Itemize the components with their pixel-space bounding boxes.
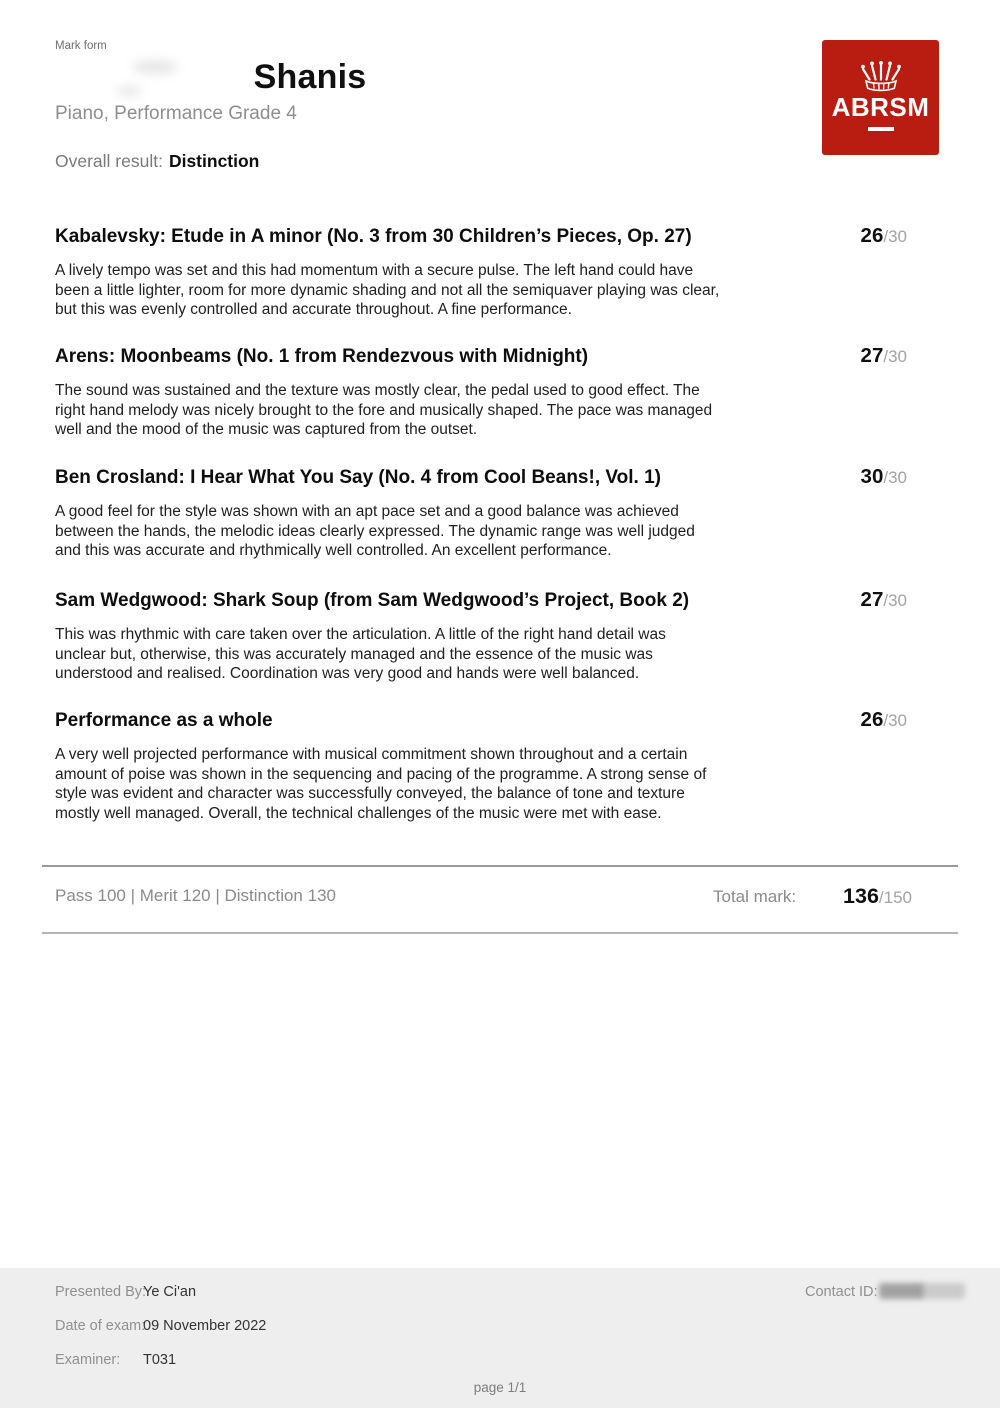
piece-section: [55, 344, 907, 440]
grade-thresholds: Pass 100 | Merit 120 | Distinction 130: [55, 886, 336, 905]
divider-line: [42, 932, 958, 934]
examiner-comment: A good feel for the style was shown with an apt pace set and a good balance was achieved between the hands, the melodic ideas clearly expressed. The dynamic range was well judged and this was accurate and rhythmically well controlled. An excellent performance.: [55, 503, 695, 559]
contact-id-label: Contact ID:: [805, 1284, 878, 1300]
total-mark-value: 136/150: [843, 884, 912, 908]
piece-mark: 30/30: [860, 465, 907, 488]
exam-subject: Piano, Performance Grade 4: [55, 103, 297, 124]
piece-mark: 26/30: [860, 708, 907, 731]
date-of-exam-value: 09 November 2022: [143, 1318, 267, 1334]
presented-by-value: Ye Ci'an: [143, 1284, 197, 1300]
contact-id-redaction: [879, 1283, 965, 1299]
examiner-comment: A very well projected performance with musical commitment shown throughout and a certain amount of poise was shown in the sequencing and pacing of the programme. A strong sense of style was evident and character was successfully conveyed, the balance of tone and texture mostly well managed. Overall, the technical challenges of the music were met with ease.: [55, 746, 707, 822]
overall-result-value: Distinction: [168, 151, 260, 171]
presented-by-label: Presented By:: [55, 1284, 147, 1300]
examiner-comment: The sound was sustained and the texture was mostly clear, the pedal used to good effect. The right hand melody was nicely brought to the fore and musically shaped. The pace was managed well and the mood of the music was captured from the outset.: [55, 382, 713, 438]
page-number: page 1/1: [473, 1380, 527, 1395]
piece-title: Kabalevsky: Etude in A minor (No. 3 from 30 Children’s Pieces, Op. 27): [55, 226, 692, 247]
examiner-comment: This was rhythmic with care taken over the articulation. A little of the right hand detail was unclear but, otherwise, this was accurately managed and the essence of the music was understood and realised. Coordination was very good and hands were well balanced.: [55, 626, 666, 682]
piece-mark: 27/30: [860, 344, 907, 367]
form-type-label: Mark form: [55, 40, 107, 52]
piece-section: [55, 465, 907, 561]
piece-section: [55, 588, 907, 684]
piece-title: Sam Wedgwood: Shark Soup (from Sam Wedgwood’s Project, Book 2): [55, 590, 690, 611]
logo-underline: [868, 127, 894, 131]
date-of-exam-label: Date of exam:: [55, 1318, 146, 1334]
examiner-label: Examiner:: [55, 1352, 121, 1368]
abrsm-logo-text: ABRSM: [831, 92, 930, 122]
abrsm-logo: [822, 40, 939, 155]
piece-mark: 26/30: [860, 224, 907, 247]
piece-mark: 27/30: [860, 588, 907, 611]
divider-line: [42, 865, 958, 867]
examiner-value: T031: [143, 1352, 177, 1368]
footer-panel: [0, 1268, 1000, 1408]
overall-result: [55, 151, 259, 172]
examiner-comment: A lively tempo was set and this had momentum with a secure pulse. The left hand could have been a little lighter, room for more dynamic shading and not all the semiquaver playing was clear, but this was evenly controlled and accurate throughout. A fine performance.: [55, 262, 720, 318]
total-mark-label: Total mark:: [713, 887, 797, 906]
performance-as-whole-section: [55, 708, 907, 823]
crown-icon: [859, 61, 903, 92]
piece-title: Ben Crosland: I Hear What You Say (No. 4 from Cool Beans!, Vol. 1): [55, 467, 661, 488]
piece-title: Performance as a whole: [55, 710, 273, 731]
overall-result-label: Overall result:: [55, 151, 163, 171]
piece-title: Arens: Moonbeams (No. 1 from Rendezvous with Midnight): [55, 346, 589, 367]
piece-section: [55, 224, 907, 320]
candidate-name: Shanis: [253, 58, 367, 96]
